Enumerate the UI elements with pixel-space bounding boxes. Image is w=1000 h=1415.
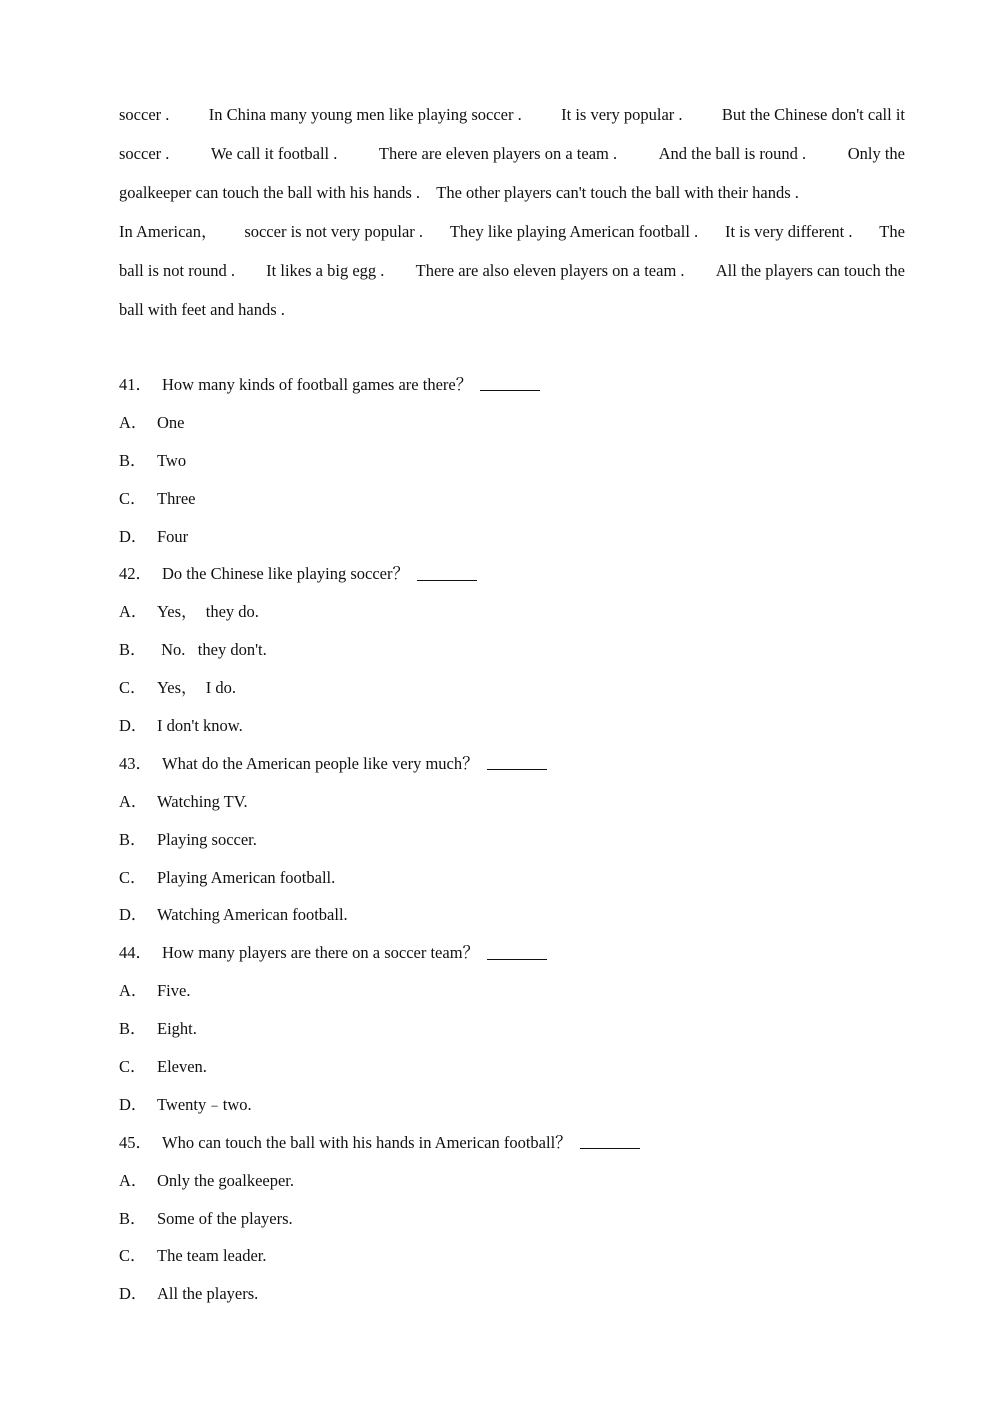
option-letter: D． xyxy=(119,716,148,736)
passage-sentence: soccer . xyxy=(119,144,170,163)
option-text: Five. xyxy=(157,981,191,1001)
passage-sentence: goalkeeper can touch the ball with his hands . The other players can't touch the ball with their hands . xyxy=(119,183,799,202)
passage-sentence: soccer is not very popular . xyxy=(244,222,424,241)
option-letter: A． xyxy=(119,412,148,432)
option-text: Two xyxy=(157,450,187,470)
answer-option xyxy=(119,404,905,442)
option-letter: B． xyxy=(119,450,147,470)
answer-blank xyxy=(487,958,547,960)
passage-sentence: ball is not round . xyxy=(119,261,235,280)
passage-sentence: All the players can touch the xyxy=(715,261,905,280)
option-text: Yes， I do. xyxy=(157,678,237,698)
passage-sentence: There are also eleven players on a team . xyxy=(415,261,685,280)
question xyxy=(119,745,905,783)
option-text: Only the goalkeeper. xyxy=(157,1170,294,1190)
option-letter: B． xyxy=(119,1208,147,1228)
passage-sentence: It is very different . xyxy=(724,222,853,241)
option-letter: C． xyxy=(119,488,147,508)
passage-sentence: In China many young men like playing soccer . xyxy=(208,105,522,124)
passage-sentence: But the Chinese don't call it xyxy=(721,105,905,124)
answer-option xyxy=(119,859,905,897)
question xyxy=(119,934,905,972)
answer-option xyxy=(119,783,905,821)
passage-sentence: There are eleven players on a team . xyxy=(378,144,618,163)
option-letter: D． xyxy=(119,905,148,925)
passage-line xyxy=(119,134,905,173)
question xyxy=(119,1124,905,1162)
passage-sentence: It likes a big egg . xyxy=(266,261,385,280)
answer-option xyxy=(119,972,905,1010)
option-letter: D． xyxy=(119,1284,148,1304)
question-number: 44． xyxy=(119,943,152,963)
option-text: Watching American football. xyxy=(157,905,348,925)
answer-option xyxy=(119,1200,905,1238)
passage-sentence: The xyxy=(879,222,905,241)
option-text: Eleven. xyxy=(157,1057,207,1077)
question-text: How many players are there on a soccer team？ xyxy=(162,943,480,963)
passage-sentence: In American， xyxy=(119,222,218,241)
passage-sentence: We call it football . xyxy=(210,144,338,163)
passage-sentence: soccer . xyxy=(119,105,170,124)
option-letter: B． xyxy=(119,1019,147,1039)
question-text: Who can touch the ball with his hands in American football？ xyxy=(162,1132,572,1152)
option-text: Playing soccer. xyxy=(157,829,257,849)
answer-option xyxy=(119,593,905,631)
option-text: Watching TV. xyxy=(157,791,248,811)
answer-option xyxy=(119,896,905,934)
answer-option xyxy=(119,631,905,669)
question-number: 41． xyxy=(119,375,152,394)
answer-option xyxy=(119,669,905,707)
option-text: Eight. xyxy=(157,1019,197,1039)
passage-sentence: They like playing American football . xyxy=(449,222,699,241)
option-letter: C． xyxy=(119,1057,147,1077)
option-letter: A． xyxy=(119,602,148,622)
answer-option xyxy=(119,1237,905,1275)
question-text: What do the American people like very much？ xyxy=(162,753,479,773)
answer-blank xyxy=(487,768,547,770)
passage-sentence: And the ball is round . xyxy=(658,144,807,163)
answer-option xyxy=(119,1048,905,1086)
answer-option xyxy=(119,707,905,745)
option-text: Four xyxy=(157,526,189,546)
question-text: Do the Chinese like playing soccer？ xyxy=(162,564,409,584)
passage-sentence: ball with feet and hands . xyxy=(119,300,285,319)
option-letter: B． xyxy=(119,640,147,660)
option-letter: C． xyxy=(119,867,147,887)
option-text: One xyxy=(157,412,185,432)
answer-option xyxy=(119,480,905,518)
answer-blank xyxy=(417,579,477,581)
question xyxy=(119,555,905,593)
option-text: Some of the players. xyxy=(157,1208,293,1228)
passage-sentence: It is very popular . xyxy=(561,105,683,124)
passage-line xyxy=(119,95,905,134)
reading-passage xyxy=(119,95,905,329)
passage-line xyxy=(119,290,905,329)
passage-line xyxy=(119,173,905,212)
answer-option xyxy=(119,442,905,480)
option-text: Three xyxy=(157,488,196,508)
answer-blank xyxy=(480,389,540,391)
answer-blank xyxy=(580,1147,640,1149)
answer-option xyxy=(119,1086,905,1124)
question-list xyxy=(119,366,905,1313)
option-letter: A． xyxy=(119,791,148,811)
answer-option xyxy=(119,1010,905,1048)
option-letter: D． xyxy=(119,526,148,546)
passage-line xyxy=(119,251,905,290)
option-text: The team leader. xyxy=(157,1246,267,1266)
option-text: Playing American football. xyxy=(157,867,336,887)
option-letter: D． xyxy=(119,1094,148,1114)
option-letter: A． xyxy=(119,981,148,1001)
option-text: No. they don't. xyxy=(157,640,267,660)
answer-option xyxy=(119,1162,905,1200)
question-number: 43． xyxy=(119,753,152,773)
option-letter: C． xyxy=(119,678,147,698)
option-text: All the players. xyxy=(157,1284,259,1304)
option-text: Twenty﹣two. xyxy=(157,1094,252,1114)
option-letter: C． xyxy=(119,1246,147,1266)
passage-sentence: Only the xyxy=(847,144,905,163)
question-text: How many kinds of football games are there？ xyxy=(162,375,473,394)
question-number: 42． xyxy=(119,564,152,584)
question xyxy=(119,366,905,404)
option-letter: B． xyxy=(119,829,147,849)
passage-line xyxy=(119,212,905,251)
question-number: 45． xyxy=(119,1132,152,1152)
option-text: I don't know. xyxy=(157,716,243,736)
option-letter: A． xyxy=(119,1170,148,1190)
answer-option xyxy=(119,518,905,556)
answer-option xyxy=(119,821,905,859)
option-text: Yes， they do. xyxy=(157,602,259,622)
answer-option xyxy=(119,1275,905,1313)
